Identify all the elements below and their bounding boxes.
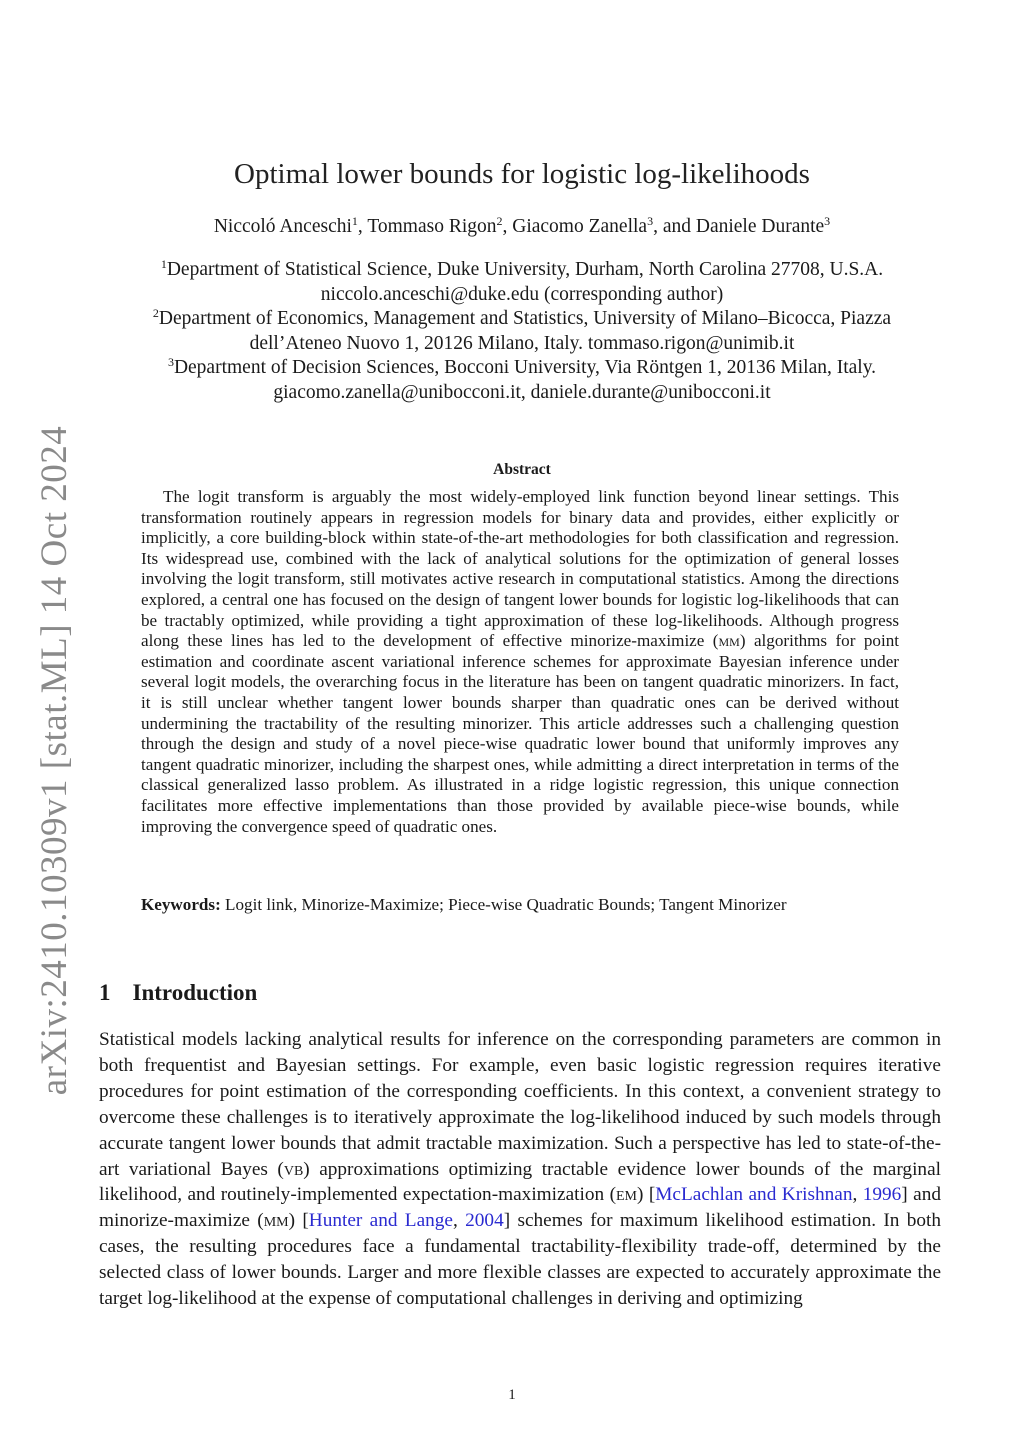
affiliation-mark: 2 [152, 306, 159, 320]
author-affiliation-mark: 1 [351, 214, 358, 228]
citation-link[interactable]: McLachlan and Krishnan [655, 1184, 853, 1206]
section-number: 1 [99, 980, 111, 1005]
abbreviation: mm [718, 631, 740, 651]
affiliation-mark: 1 [160, 257, 167, 271]
citation-year-link[interactable]: 1996 [862, 1184, 902, 1206]
section-heading [99, 980, 257, 1006]
introduction-paragraph [99, 1027, 941, 1312]
arxiv-side-stamp [20, 425, 90, 1095]
paper-title: Optimal lower bounds for logistic log-likelihoods [234, 158, 810, 190]
keywords-text: Logit link, Minorize-Maximize; Piece-wise Quadratic Bounds; Tangent Minorizer [225, 895, 787, 914]
affiliation-line [100, 381, 944, 406]
paragraph-text: ) [ [288, 1210, 309, 1232]
citation-separator: , [852, 1184, 863, 1206]
affiliation-block [100, 258, 944, 405]
section-title: Introduction [132, 980, 258, 1005]
abbreviation: em [616, 1184, 637, 1206]
affiliation-line [100, 356, 944, 381]
author-name: Niccoló Anceschi [213, 216, 352, 237]
paragraph-text: ) approximations optimizing tractable evidence lower bounds of the marginal likelihood, and routinely-implemented expectation-maximization ( [99, 1158, 941, 1206]
affiliation-address: dell’Ateneo Nuovo 1, 20126 Milano, Italy. tommaso.rigon@unimib.it [249, 332, 795, 354]
affiliation-line [100, 307, 944, 332]
citation-link[interactable]: Hunter and Lange [308, 1210, 453, 1232]
paragraph-text: ] schemes for maximum likelihood estimation. In both cases, the resulting procedures face a fundamental tractability-flexibility trade-off, determined by the selected class of lower bounds. Larger and more flexible classes are expected to accurately approximate the target log-likelihood at the expense of computational challenges in deriving and optimizing [99, 1210, 942, 1310]
author-list [100, 216, 944, 238]
author-affiliation-mark: 2 [496, 214, 503, 228]
paragraph-text: Statistical models lacking analytical results for inference on the corresponding parameters are common in both frequentist and Bayesian settings. For example, even basic logistic regression requires iterative procedures for point estimation of the corresponding coefficients. In this context, a convenient strategy to overcome these challenges is to iteratively approximate the log-likelihood induced by such models through accurate tangent lower bounds that admit tractable maximization. Such a perspective has led to state-of-the-art variational Bayes ( [99, 1029, 941, 1180]
abstract-text [141, 487, 899, 837]
author-separator: , [502, 216, 513, 237]
paragraph-text: ) [ [637, 1184, 656, 1206]
keywords-line [141, 894, 911, 915]
affiliation-line [100, 332, 944, 357]
abbreviation: mm [263, 1210, 289, 1232]
affiliation-line [100, 283, 944, 308]
author-name: Daniele Durante [695, 216, 825, 237]
paragraph-text: ] and minorize-maximize ( [99, 1184, 941, 1232]
abstract-text-part: ) algorithms for point estimation and coordinate ascent variational inference schemes for approximate Bayesian inference under several logit models, the overarching focus in the literature has been on tangent quadratic minorizers. In fact, it is still unclear whether tangent lower bounds sharper than quadratic ones can be derived without undermining the tractability of the resulting minorizer. This article addresses such a challenging question through the design and study of a novel piece-wise quadratic lower bound that uniformly improves any tangent quadratic minorizer, including the sharpest ones, while admitting a direct interpretation in terms of the classical generalized lasso problem. As illustrated in a ridge logistic regression, this unique connection facilitates more effective implementations than those provided by available piece-wise bounds, while improving the convergence speed of quadratic ones. [141, 631, 899, 836]
affiliation-email: niccolo.anceschi@duke.edu (corresponding author) [320, 283, 724, 305]
abstract-text-part: The logit transform is arguably the most widely-employed link function beyond linear settings. This transformation routinely appears in regression models for binary data and provides, either explicitly or implicitly, a core building-block within state-of-the-art methodologies for both classification and regression. Its widespread use, combined with the lack of analytical solutions for the optimization of general losses involving the logit transform, still motivates active research in computational statistics. Among the directions explored, a central one has focused on the design of tangent lower bounds for logistic log-likelihoods that can be tractably optimized, while providing a tight approximation of these log-likelihoods. Although progress along these lines has led to the development of effective minorize-maximize ( [141, 487, 899, 651]
affiliation-email: giacomo.zanella@unibocconi.it, daniele.durante@unibocconi.it [273, 381, 771, 403]
page-number: 1 [508, 1387, 516, 1403]
affiliation-line [100, 258, 944, 283]
keywords-label: Keywords: [141, 895, 221, 914]
author-separator: , and [653, 216, 696, 237]
citation-year-link[interactable]: 2004 [465, 1210, 504, 1232]
author-separator: , [357, 216, 368, 237]
affiliation-mark: 3 [167, 355, 174, 369]
affiliation-text: Department of Economics, Management and Statistics, University of Milano–Bicocca, Piazza [158, 308, 892, 329]
author-name: Tommaso Rigon [367, 216, 497, 237]
arxiv-identifier: arXiv:2410.10309v1 [stat.ML] 14 Oct 2024 [34, 425, 76, 1095]
author-affiliation-mark: 3 [647, 214, 654, 228]
abbreviation: vb [283, 1158, 304, 1180]
affiliation-text: Department of Statistical Science, Duke University, Durham, North Carolina 27708, U.S.A. [166, 259, 884, 280]
affiliation-text: Department of Decision Sciences, Bocconi University, Via Röntgen 1, 20136 Milan, Italy. [173, 357, 877, 378]
author-name: Giacomo Zanella [512, 216, 648, 237]
author-affiliation-mark: 3 [824, 214, 831, 228]
abstract-heading: Abstract [493, 461, 551, 478]
citation-separator: , [453, 1210, 466, 1232]
